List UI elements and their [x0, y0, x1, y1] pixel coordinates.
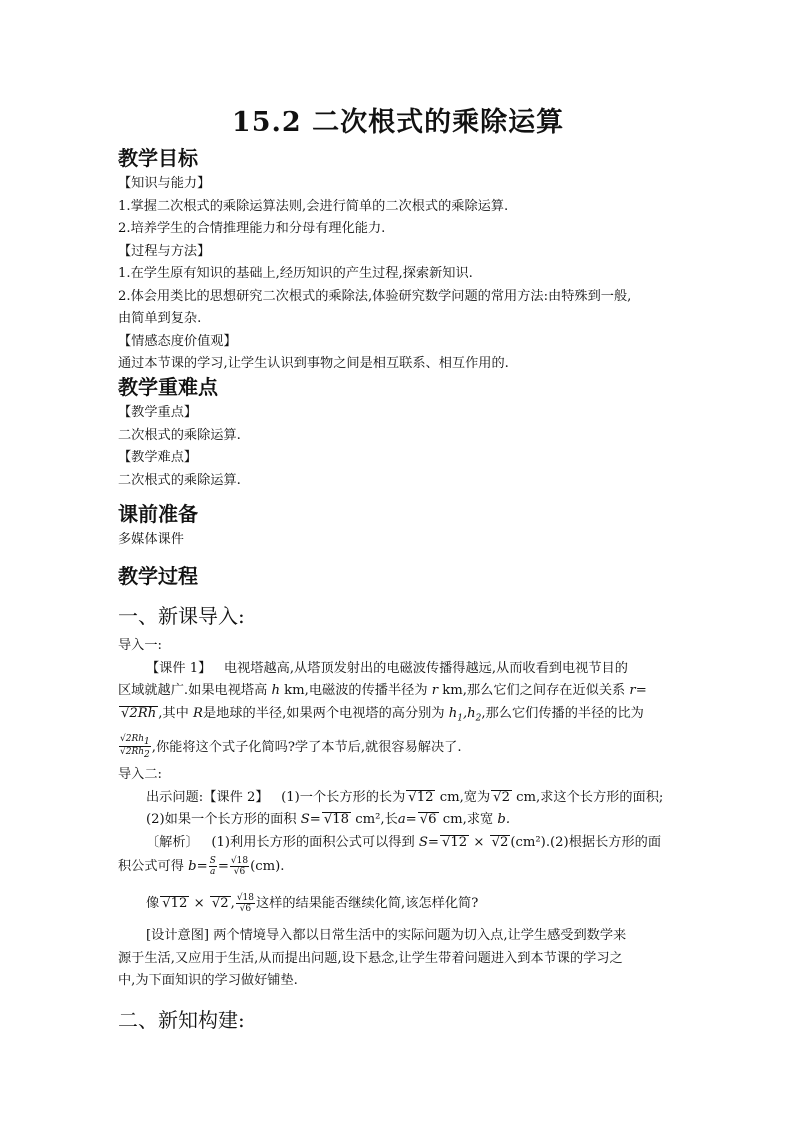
intro1-line3: [118, 703, 678, 730]
design-line1: [设计意图] 两个情境导入都以日常生活中的实际问题为切入点,让学生感受到数学来: [146, 928, 627, 944]
page-title: 15.2 二次根式的乘除运算: [231, 107, 565, 138]
design-line3: 中,为下面知识的学习做好铺垫.: [118, 973, 298, 989]
intro2-line2: [118, 809, 678, 832]
prep-heading: 课前准备: [118, 502, 198, 526]
sqrt-12b: √12: [441, 834, 468, 850]
intro2-text1b: (1)一个长方形的长为: [281, 789, 406, 805]
prep-section: [118, 499, 678, 552]
intro2-line1: [118, 787, 678, 810]
intro1-text3b: 是地球的半径,如果两个电视塔的高分别为: [202, 705, 445, 721]
process-label: 【过程与方法】: [118, 243, 211, 259]
intro2-text2c: cm,求宽: [442, 812, 494, 828]
key-heading: 教学重难点: [118, 375, 218, 399]
difficulty-label: 【教学难点】: [118, 450, 198, 465]
intro1-text4: ,你能将这个式子化简吗?学了本节后,就很容易解决了.: [151, 739, 462, 755]
sqrt-12: √12: [408, 789, 434, 805]
part1-heading: 一、新课导入:: [118, 604, 245, 628]
intro1-line4: [118, 734, 678, 761]
process-2a: 2.体会用类比的思想研究二次根式的乘除法,体验研究数学问题的常用方法:由特殊到一般,: [118, 288, 632, 304]
question-line: 像 √12 × √2 , $\frac{√18}{√6}$ 这样的结果能否继续化简,该怎样化简?: [146, 892, 479, 914]
process-1: 1.在学生原有知识的基础上,经历知识的产生过程,探索新知识.: [118, 266, 473, 281]
goals-heading: 教学目标: [118, 146, 198, 170]
frac-sqrt18-sqrt6: $\frac{√18}{√6}$: [230, 856, 249, 878]
difficulty-text: 二次根式的乘除运算.: [118, 472, 241, 488]
emotion-label: 【情感态度价值观】: [118, 333, 237, 349]
intro2-text1a: 出示问题:【课件 2】: [146, 789, 269, 805]
sqrt-2Rh: √2Rh: [121, 705, 157, 721]
intro2-text2a: (2)如果一个长方形的面积: [146, 812, 297, 828]
emotion-1: 通过本节课的学习,让学生认识到事物之间是相互联系、相互作用的.: [118, 356, 509, 371]
prep-text: 多媒体课件: [118, 532, 184, 547]
sqrt-2b: √2: [491, 834, 509, 850]
intro1-text1: 电视塔越高,从塔顶发射出的电磁波传播得越远,从而收看到电视节目的: [223, 660, 628, 676]
intro1-tag: 【课件 1】: [146, 660, 212, 676]
analysis-line2: 积公式可得 b= $\frac{S}{a}$ = $\frac{√18}{√6}$ (cm).: [118, 856, 285, 878]
process-2b: 由简单到复杂.: [118, 311, 202, 326]
analysis-tag: 〔解析〕: [146, 834, 199, 850]
sqrt-2c: √2: [211, 895, 229, 911]
key-section: [118, 372, 678, 492]
process-heading: 教学过程: [118, 564, 198, 588]
analysis-text-c: (cm²).(2)根据长方形的面: [510, 834, 662, 850]
intro1-label: 导入一:: [118, 638, 163, 653]
intro2-label: 导入二:: [118, 767, 163, 783]
frac-sqrt18-sqrt6-b: $\frac{√18}{√6}$: [236, 892, 254, 914]
design-line2: 源于生活,又应用于生活,从而提出问题,设下悬念,让学生带着问题进入到本节课的学习之: [118, 950, 623, 966]
intro2-text1c: cm,宽为: [439, 789, 491, 805]
analysis-line1: 〔解析〕 (1)利用长方形的面积公式可以得到 S= √12 × √2 (cm²).(2)根据长方形的面: [146, 834, 662, 850]
intro1-text2a: 区域就越广.如果电视塔高: [118, 683, 268, 698]
process-section: [118, 561, 678, 1035]
intro1-line2: [118, 680, 678, 703]
question-text-a: 像: [146, 895, 160, 911]
var-h1-h2: $h_1,h_2$: [448, 705, 482, 724]
intro1-text2c: km,那么它们之间存在近似关系: [442, 683, 626, 698]
intro1-text3a: ,其中: [158, 705, 189, 721]
var-r: r: [431, 683, 439, 698]
expr-a: a=: [397, 812, 417, 828]
frac-S-a: $\frac{S}{a}$: [209, 856, 216, 878]
var-b: b.: [497, 812, 511, 828]
ratio-fraction: $\frac{√2Rh_1}{√2Rh_2}$: [120, 733, 150, 761]
knowledge-label: 【知识与能力】: [118, 176, 211, 191]
sqrt-2: √2: [493, 789, 510, 805]
sqrt-12c: √12: [162, 895, 188, 911]
sqrt-18: √18: [323, 812, 350, 828]
part2-heading: 二、新知构建:: [118, 1007, 245, 1032]
goals-section: [118, 143, 678, 376]
analysis-text-e: (cm).: [250, 859, 285, 875]
focus-text: 二次根式的乘除运算.: [118, 427, 241, 443]
analysis-text-d: 积公式可得: [118, 859, 184, 875]
knowledge-1: 1.掌握二次根式的乘除运算法则,会进行简单的二次根式的乘除运算.: [118, 198, 509, 214]
intro1-line1: [118, 658, 678, 681]
intro2-text1d: cm,求这个长方形的面积;: [516, 789, 664, 805]
var-r-eq: r=: [629, 683, 647, 698]
intro2-text2b: cm²,长: [355, 812, 398, 828]
var-h: h: [271, 683, 280, 698]
expr-b: b=: [188, 859, 208, 875]
analysis-text-b: (1)利用长方形的面积公式可以得到: [211, 834, 415, 850]
expr-S2: S=: [418, 834, 439, 850]
var-R: R: [193, 705, 203, 721]
knowledge-2: 2.培养学生的合情推理能力和分母有理化能力.: [118, 221, 386, 236]
sqrt-6: √6: [419, 812, 437, 828]
expr-S: S=: [300, 812, 321, 828]
focus-label: 【教学重点】: [118, 405, 198, 420]
intro1-text3c: ,那么它们传播的半径的比为: [481, 705, 644, 721]
question-text-b: 这样的结果能否继续化简,该怎样化简?: [256, 895, 479, 911]
intro1-text2b: km,电磁波的传播半径为: [284, 683, 428, 698]
